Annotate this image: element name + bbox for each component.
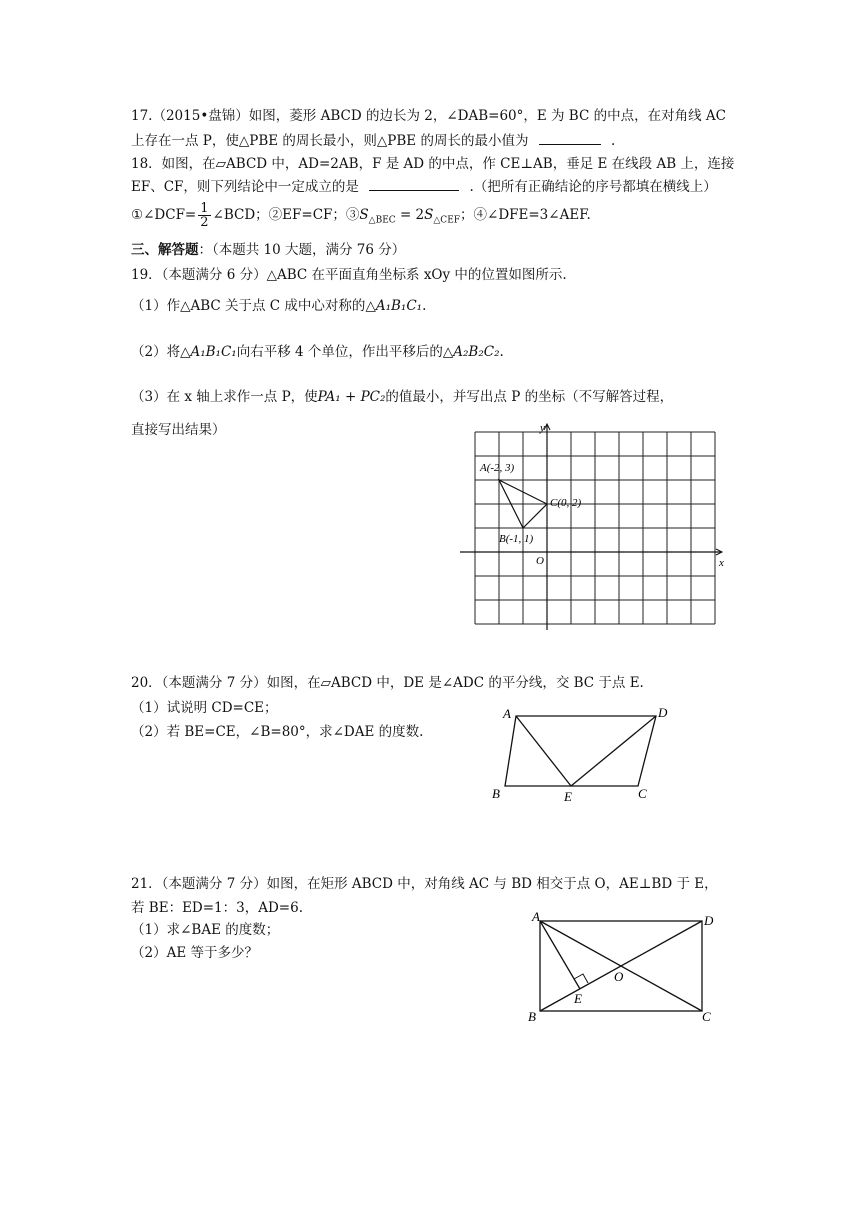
vertex-b-label: B — [492, 786, 500, 801]
q19-coordinate-figure — [460, 420, 732, 635]
q21-rectangle-figure — [522, 906, 722, 1026]
segment-de — [571, 716, 656, 786]
fraction-denominator: 2 — [200, 215, 209, 230]
q18-opt3-eq: = 2 — [395, 207, 425, 223]
point-b-label: B(-1, 1) — [499, 533, 534, 545]
q19-p2-a: （2）将 — [131, 344, 181, 360]
q21-line2: 若 BE：ED=1：3，AD=6. — [131, 900, 303, 916]
q19-p3-b: 的值最小，并写出点 P 的坐标（不写解答过程， — [385, 389, 674, 405]
point-o-label: O — [614, 969, 624, 984]
q18-opt4: ；④∠DFE=3∠AEF. — [460, 207, 591, 223]
section3-heading — [131, 240, 405, 260]
q18-line1: 18．如图，在▱ABCD 中，AD=2AB，F 是 AD 的中点，作 CE⊥AB，垂足 E 在线段 AB 上，连接 — [131, 156, 735, 172]
q21-header: 21．（本题满分 7 分）如图，在矩形 ABCD 中，对角线 AC 与 BD 相交于点 O，AE⊥BD 于 E， — [131, 876, 718, 892]
fraction-numerator: 1 — [200, 201, 209, 216]
q21-part1: （1）求∠BAE 的度数； — [131, 922, 280, 938]
origin-label: O — [536, 555, 544, 567]
q19-p1-end: . — [422, 298, 427, 314]
section3-desc: ：（本题共 10 大题，满分 76 分） — [198, 242, 406, 258]
q21-part2: （2）AE 等于多少？ — [131, 945, 258, 961]
vertex-a-label: A — [503, 706, 511, 721]
q19-p2-math1: △A₁B₁C₁ — [180, 344, 237, 360]
q18-opt3-right-sub: △CEF — [433, 215, 461, 226]
q19-part1 — [131, 296, 426, 316]
q17-line2-end: . — [611, 133, 616, 149]
q17-line2 — [131, 130, 615, 151]
section3-title: 三、解答题 — [131, 242, 199, 258]
vertex-d-label: D — [704, 913, 714, 928]
q18-line2 — [131, 176, 717, 197]
q17-line2-text: 上存在一点 P，使△PBE 的周长最小，则△PBE 的周长的最小值为 — [131, 133, 529, 149]
q19-part3 — [131, 387, 673, 407]
q19-p2-math2: △A₂B₂C₂ — [442, 344, 500, 360]
half-fraction — [198, 202, 210, 229]
q18-line2-text: EF、CF，则下列结论中一定成立的是 — [131, 179, 359, 195]
segment-ae — [516, 716, 571, 786]
q17-answer-blank[interactable] — [539, 130, 601, 145]
q19-part2 — [131, 342, 504, 362]
parallelogram-abcd — [505, 716, 656, 786]
q18-opt1-suffix: ∠BCD；②EF=CF；③ — [212, 207, 360, 223]
q18-options — [131, 200, 591, 236]
point-e-label: E — [574, 991, 582, 1006]
vertex-b-label: B — [528, 1009, 536, 1024]
q20-part2: （2）若 BE=CE，∠B=80°，求∠DAE 的度数. — [131, 724, 424, 740]
q19-p3-math: PA₁ + PC₂ — [317, 389, 386, 405]
point-e-label: E — [564, 789, 572, 804]
grid-lines — [475, 432, 715, 624]
y-axis-label: y — [540, 422, 545, 434]
q19-header: 19．（本题满分 6 分）△ABC 在平面直角坐标系 xOy 中的位置如图所示. — [131, 267, 567, 283]
q19-p2-end: . — [499, 344, 504, 360]
x-axis-label: x — [719, 557, 724, 569]
q19-p1-text: （1）作△ABC 关于点 C 成中心对称的 — [131, 298, 366, 314]
point-c-label: C(0, 2) — [550, 497, 582, 509]
q20-part1: （1）试说明 CD=CE； — [131, 700, 278, 716]
q18-line2-end: .（把所有正确结论的序号都填在横线上） — [469, 179, 717, 195]
vertex-c-label: C — [638, 786, 647, 801]
q18-answer-blank[interactable] — [369, 176, 459, 191]
q19-part3-line2: 直接写出结果） — [131, 422, 226, 438]
q18-opt3-right: S — [424, 207, 434, 223]
q19-p1-math: △A₁B₁C₁ — [365, 298, 423, 314]
point-a-label: A(-2, 3) — [480, 462, 515, 474]
q19-p2-b: 向右平移 4 个单位，作出平移后的 — [236, 344, 443, 360]
q20-header: 20．（本题满分 7 分）如图，在▱ABCD 中，DE 是∠ADC 的平分线，交 BC 于点 E. — [131, 675, 644, 691]
q20-parallelogram-figure — [488, 700, 678, 805]
q19-p3-a: （3）在 x 轴上求作一点 P，使 — [131, 389, 318, 405]
q18-opt1-prefix: ①∠DCF= — [131, 207, 197, 223]
q18-opt3-left: S — [359, 207, 369, 223]
vertex-c-label: C — [702, 1009, 711, 1024]
vertex-a-label: A — [532, 909, 540, 924]
vertex-d-label: D — [658, 705, 668, 720]
q17-line1: 17.（2015•盘锦）如图，菱形 ABCD 的边长为 2，∠DAB=60°，E 为 BC 的中点，在对角线 AC — [131, 108, 726, 124]
q18-opt3-left-sub: △BEC — [368, 215, 396, 226]
